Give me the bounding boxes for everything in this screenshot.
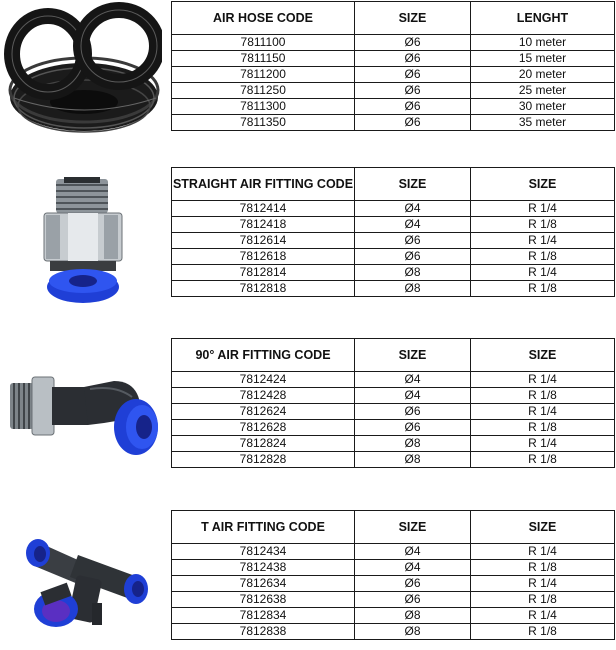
cell-size: Ø6 bbox=[355, 576, 471, 592]
header-size: SIZE bbox=[355, 2, 471, 35]
cell-thread: R 1/4 bbox=[471, 201, 615, 217]
cell-length: 35 meter bbox=[471, 115, 615, 131]
elbow-fitting-table bbox=[171, 338, 615, 468]
header-thread-size: SIZE bbox=[471, 339, 615, 372]
header-code: 90° AIR FITTING CODE bbox=[172, 339, 355, 372]
cell-thread: R 1/4 bbox=[471, 436, 615, 452]
cell-size: Ø6 bbox=[355, 67, 471, 83]
cell-code: 7811200 bbox=[172, 67, 355, 83]
cell-size: Ø4 bbox=[355, 560, 471, 576]
cell-size: Ø6 bbox=[355, 35, 471, 51]
cell-code: 7812838 bbox=[172, 624, 355, 640]
cell-size: Ø8 bbox=[355, 281, 471, 297]
table-row bbox=[172, 624, 615, 640]
tee-fitting-table bbox=[171, 510, 615, 640]
cell-size: Ø8 bbox=[355, 624, 471, 640]
table-row bbox=[172, 560, 615, 576]
table-row bbox=[172, 436, 615, 452]
table-row bbox=[172, 249, 615, 265]
cell-size: Ø6 bbox=[355, 249, 471, 265]
cell-code: 7812418 bbox=[172, 217, 355, 233]
table-row bbox=[172, 576, 615, 592]
cell-size: Ø6 bbox=[355, 592, 471, 608]
elbow-fitting-product bbox=[0, 335, 168, 480]
table-header-row bbox=[172, 2, 615, 35]
table-row bbox=[172, 420, 615, 436]
tee-fitting-product bbox=[0, 505, 168, 645]
cell-code: 7812824 bbox=[172, 436, 355, 452]
cell-thread: R 1/4 bbox=[471, 608, 615, 624]
table-header-row bbox=[172, 168, 615, 201]
cell-code: 7811300 bbox=[172, 99, 355, 115]
cell-code: 7812834 bbox=[172, 608, 355, 624]
cell-size: Ø4 bbox=[355, 201, 471, 217]
cell-thread: R 1/4 bbox=[471, 544, 615, 560]
table-row bbox=[172, 388, 615, 404]
cell-code: 7812638 bbox=[172, 592, 355, 608]
cell-code: 7812424 bbox=[172, 372, 355, 388]
cell-size: Ø4 bbox=[355, 372, 471, 388]
cell-length: 10 meter bbox=[471, 35, 615, 51]
cell-thread: R 1/8 bbox=[471, 249, 615, 265]
cell-code: 7812828 bbox=[172, 452, 355, 468]
header-code: T AIR FITTING CODE bbox=[172, 511, 355, 544]
cell-code: 7812624 bbox=[172, 404, 355, 420]
table-row bbox=[172, 217, 615, 233]
cell-code: 7811150 bbox=[172, 51, 355, 67]
table-row bbox=[172, 35, 615, 51]
elbow-fitting-image bbox=[4, 357, 164, 467]
table-row bbox=[172, 201, 615, 217]
cell-code: 7812618 bbox=[172, 249, 355, 265]
header-length: LENGHT bbox=[471, 2, 615, 35]
cell-length: 20 meter bbox=[471, 67, 615, 83]
cell-code: 7812428 bbox=[172, 388, 355, 404]
cell-size: Ø6 bbox=[355, 83, 471, 99]
cell-length: 15 meter bbox=[471, 51, 615, 67]
cell-code: 7811100 bbox=[172, 35, 355, 51]
cell-size: Ø4 bbox=[355, 217, 471, 233]
cell-code: 7812634 bbox=[172, 576, 355, 592]
table-row bbox=[172, 404, 615, 420]
cell-size: Ø4 bbox=[355, 544, 471, 560]
table-row bbox=[172, 99, 615, 115]
cell-size: Ø6 bbox=[355, 420, 471, 436]
cell-code: 7812434 bbox=[172, 544, 355, 560]
cell-size: Ø8 bbox=[355, 265, 471, 281]
straight-fitting-image bbox=[38, 177, 128, 307]
cell-code: 7812438 bbox=[172, 560, 355, 576]
header-thread-size: SIZE bbox=[471, 168, 615, 201]
table-row bbox=[172, 51, 615, 67]
cell-thread: R 1/4 bbox=[471, 372, 615, 388]
table-row bbox=[172, 83, 615, 99]
header-size: SIZE bbox=[355, 339, 471, 372]
cell-code: 7811350 bbox=[172, 115, 355, 131]
cell-size: Ø8 bbox=[355, 436, 471, 452]
cell-thread: R 1/4 bbox=[471, 576, 615, 592]
table-row bbox=[172, 452, 615, 468]
straight-fitting-product bbox=[0, 165, 168, 310]
cell-thread: R 1/8 bbox=[471, 217, 615, 233]
table-row bbox=[172, 67, 615, 83]
cell-size: Ø6 bbox=[355, 404, 471, 420]
table-row bbox=[172, 115, 615, 131]
straight-fitting-table bbox=[171, 167, 615, 297]
cell-code: 7812814 bbox=[172, 265, 355, 281]
table-header-row bbox=[172, 511, 615, 544]
table-row bbox=[172, 544, 615, 560]
cell-thread: R 1/8 bbox=[471, 388, 615, 404]
header-size: SIZE bbox=[355, 511, 471, 544]
table-row bbox=[172, 592, 615, 608]
cell-size: Ø8 bbox=[355, 452, 471, 468]
cell-thread: R 1/4 bbox=[471, 404, 615, 420]
cell-code: 7811250 bbox=[172, 83, 355, 99]
header-thread-size: SIZE bbox=[471, 511, 615, 544]
cell-thread: R 1/4 bbox=[471, 265, 615, 281]
table-row bbox=[172, 281, 615, 297]
cell-thread: R 1/8 bbox=[471, 281, 615, 297]
table-row bbox=[172, 608, 615, 624]
air-hose-table bbox=[171, 1, 615, 131]
cell-code: 7812818 bbox=[172, 281, 355, 297]
cell-thread: R 1/8 bbox=[471, 624, 615, 640]
cell-thread: R 1/8 bbox=[471, 452, 615, 468]
table-row bbox=[172, 265, 615, 281]
cell-size: Ø6 bbox=[355, 233, 471, 249]
tee-fitting-image bbox=[20, 525, 160, 635]
header-code: STRAIGHT AIR FITTING CODE bbox=[172, 168, 355, 201]
cell-thread: R 1/8 bbox=[471, 560, 615, 576]
table-row bbox=[172, 372, 615, 388]
header-size: SIZE bbox=[355, 168, 471, 201]
cell-size: Ø6 bbox=[355, 99, 471, 115]
cell-length: 25 meter bbox=[471, 83, 615, 99]
cell-code: 7812414 bbox=[172, 201, 355, 217]
table-row bbox=[172, 233, 615, 249]
cell-size: Ø4 bbox=[355, 388, 471, 404]
cell-size: Ø6 bbox=[355, 51, 471, 67]
table-header-row bbox=[172, 339, 615, 372]
cell-size: Ø8 bbox=[355, 608, 471, 624]
air-hose-coil-image bbox=[4, 2, 162, 137]
cell-code: 7812628 bbox=[172, 420, 355, 436]
cell-thread: R 1/4 bbox=[471, 233, 615, 249]
cell-thread: R 1/8 bbox=[471, 592, 615, 608]
header-code: AIR HOSE CODE bbox=[172, 2, 355, 35]
cell-length: 30 meter bbox=[471, 99, 615, 115]
cell-code: 7812614 bbox=[172, 233, 355, 249]
cell-thread: R 1/8 bbox=[471, 420, 615, 436]
cell-size: Ø6 bbox=[355, 115, 471, 131]
air-hose-product bbox=[0, 0, 168, 140]
